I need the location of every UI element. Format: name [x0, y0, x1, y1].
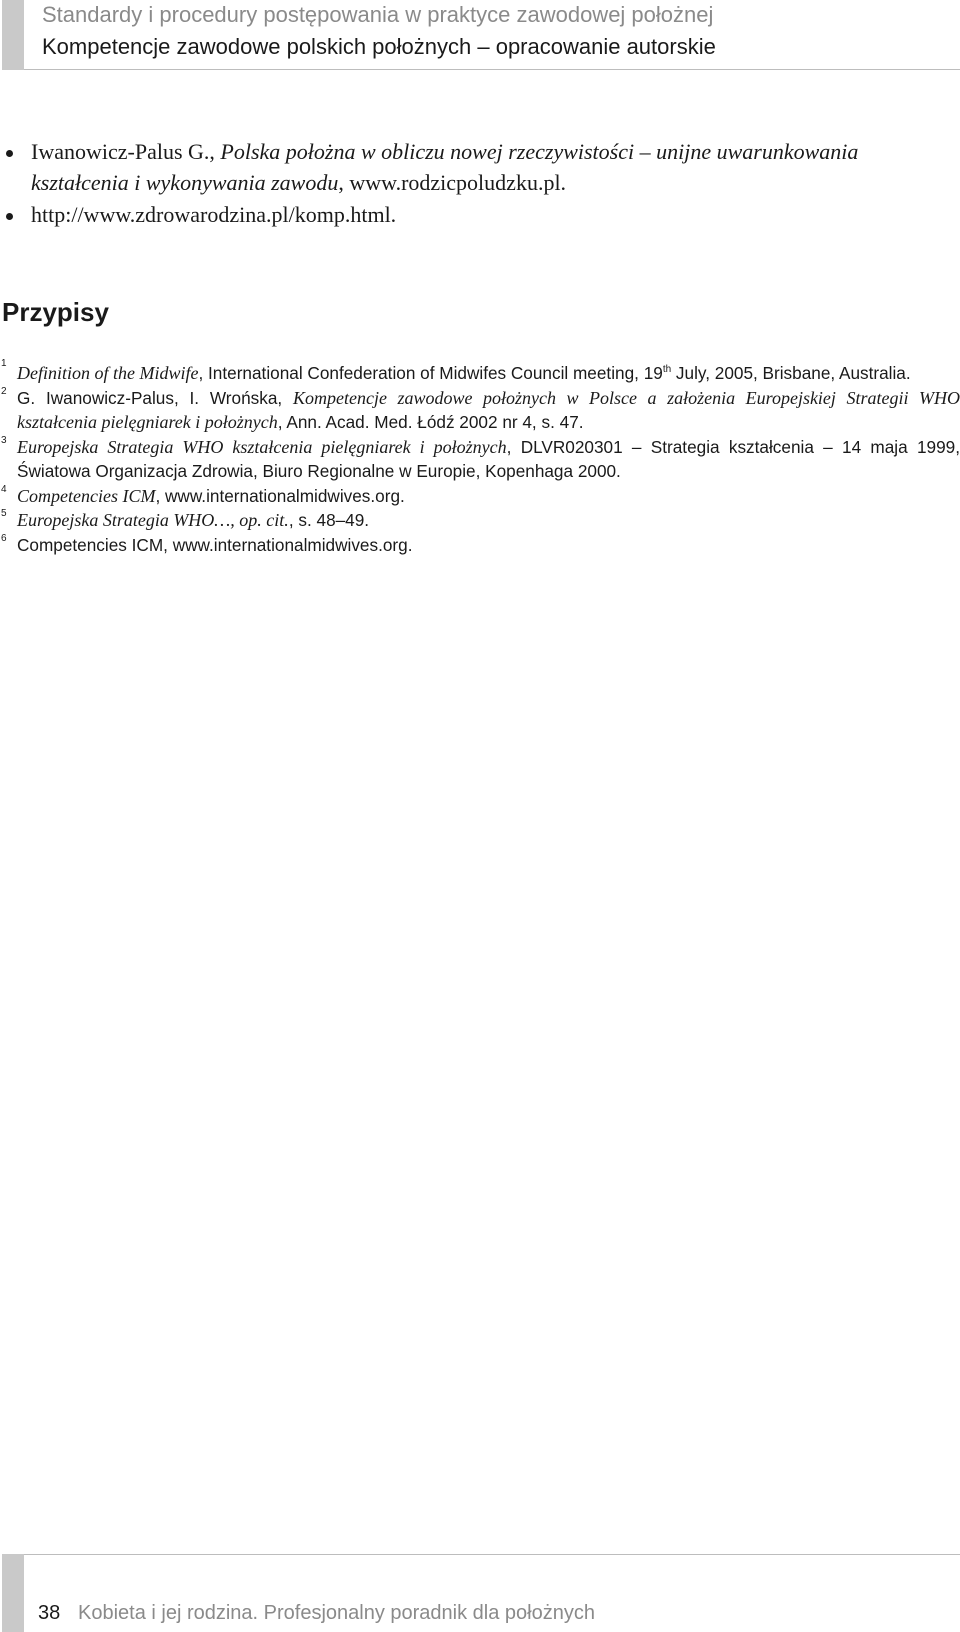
section-title: Przypisy — [2, 297, 109, 327]
header-rule — [24, 69, 960, 70]
footer-side-bar — [2, 1554, 24, 1632]
running-footer — [0, 1554, 960, 1632]
page-number: 38 — [38, 1602, 61, 1624]
footnote: 6 Competencies ICM, www.internationalmidwives.org. — [0, 533, 960, 558]
running-header — [0, 0, 960, 72]
footer-rule — [24, 1554, 960, 1555]
footnote-number: 6 — [1, 532, 7, 544]
footnote: 3 Europejska Strategia WHO kształcenia pielęgniarek i położnych, DLVR020301 – Strategia kształcenia – 14 maja 1999, Światowa Organizacja Zdrowia, Biuro Regionalne w Europie, Kopenhaga 2000. — [0, 435, 960, 484]
bullet-icon — [6, 150, 13, 157]
bibliography-list — [0, 136, 930, 231]
footnote: 4 Competencies ICM, www.internationalmidwives.org. — [0, 484, 960, 509]
footnote: 1 Definition of the Midwife, International Confederation of Midwifes Council meeting, 19th July, 2005, Brisbane, Australia. — [0, 358, 960, 386]
footnote-number: 3 — [1, 434, 7, 446]
footnotes-list — [0, 358, 960, 557]
bullet-icon — [6, 213, 13, 220]
bibliography-item: Iwanowicz-Palus G., Polska położna w obliczu nowej rzeczywistości – unijne uwarunkowania kształcenia i wykonywania zawodu, www.rodzicpoludzku.pl. — [0, 136, 930, 198]
footnote: 5 Europejska Strategia WHO…, op. cit., s. 48–49. — [0, 508, 960, 533]
header-side-bar — [2, 0, 24, 70]
footnote: 2 G. Iwanowicz-Palus, I. Wrońska, Kompetencje zawodowe położnych w Polsce a założenia Europejskiej Strategii WHO kształcenia pielęgniarek i położnych, Ann. Acad. Med. Łódź 2002 nr 4, s. 47. — [0, 386, 960, 435]
header-book-title: Standardy i procedury postępowania w praktyce zawodowej położnej — [42, 2, 714, 27]
header-chapter-title: Kompetencje zawodowe polskich położnych – opracowanie autorskie — [42, 34, 716, 59]
footer-book-title: Kobieta i jej rodzina. Profesjonalny poradnik dla położnych — [78, 1602, 595, 1624]
footnote-number: 2 — [1, 385, 7, 397]
bibliography-item — [0, 199, 930, 230]
bibliography-link[interactable]: http://www.zdrowarodzina.pl/komp.html. — [31, 202, 397, 227]
footnote-number: 4 — [1, 483, 7, 495]
footnote-number: 1 — [1, 358, 7, 369]
footnote-number: 5 — [1, 508, 7, 519]
